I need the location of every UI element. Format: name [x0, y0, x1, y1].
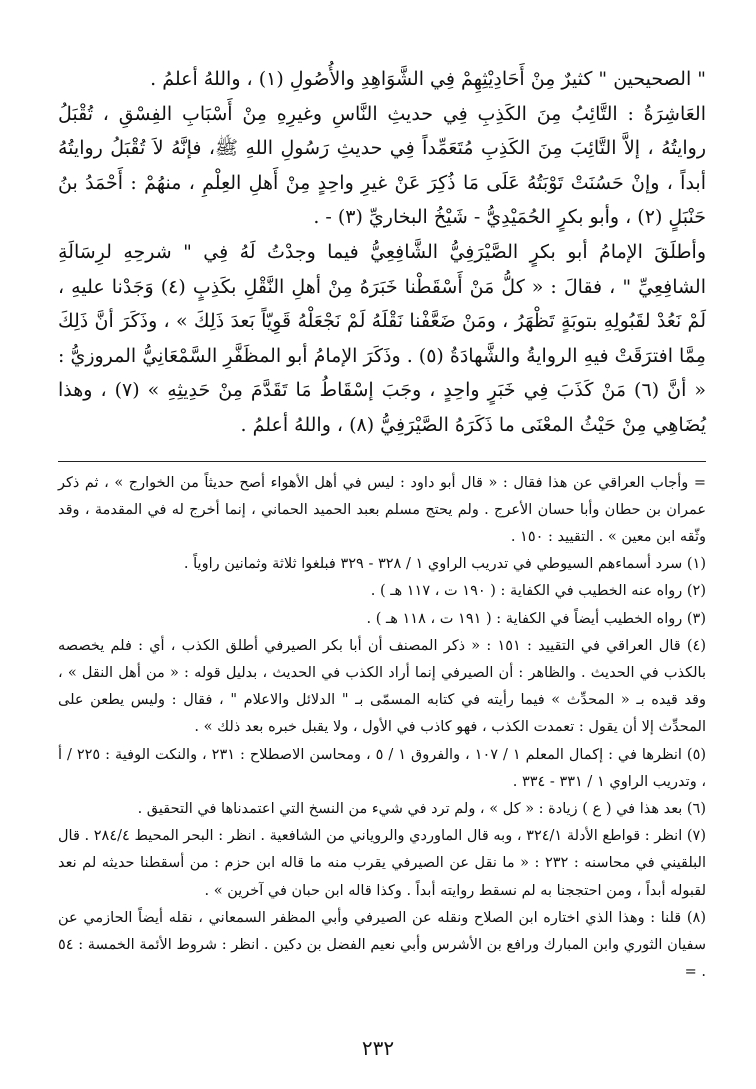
footnote-1: (١) سرد أسماءهم السيوطي في تدريب الراوي ١ / ٣٢٨ - ٣٢٩ فبلغوا ثلاثة وثمانين راوياً .	[183, 556, 706, 573]
page-number: ٢٣٢	[361, 1036, 395, 1060]
footnote-7: (٧) انظر : قواطع الأدلة ٣٢٤/١ ، وبه قال الماوردي والروياني من الشافعية . انظر : البحر المحيط ٢٨٤/٤ . قال البلقيني في محاسنه : ٢٣٢ : « ما نقل عن الصيرفي يقرب منه ما قاله ابن حزم : من أسقطنا حديثه لم نعد لقبوله أبداً ، ومن احتججنا به لم نسقط روايته أبداً . وكذا قاله ابن حبان في آخرين » .	[58, 828, 706, 899]
footnote-3: (٣) رواه الخطيب أيضاً في الكفاية : ( ١٩١ ت ، ١١٨ هـ ) .	[366, 610, 706, 627]
footnote-4: (٤) قال العراقي في التقييد : ١٥١ : « ذكر المصنف أن أبا بكر الصيرفي أطلق الكذب ، أي : فلم يخصصه بالكذب في الحديث . والظاهر : أن الصيرفي إنما أراد الكذب في الحديث ، بدليل قوله : « من أهل النقل » ، وقد قيده بـ « المحدِّث » فيما رأيته في كتابه المسمّى بـ " الدلائل والاعلام " ، فقال : وليس يطعن على المحدِّث إلا أن يقول : تعمدت الكذب ، فهو كاذب في الأول ، ولا يقبل خبره بعد ذلك » .	[58, 637, 707, 736]
footnote-separator	[58, 461, 706, 462]
main-paragraph-3: وأطلَقَ الإمامُ أبو بكرٍ الصَّيْرَفِيُّ الشَّافِعِيُّ فيما وجدْتُ لَهُ فِي " شرحِهِ لرِسَالَةِ الشافِعِيِّ " ، فقالَ : « كلُّ مَنْ أَسْقَطْنا خَبَرَهُ مِنْ أهلِ النَّقْلِ بكَذِبٍ (٤) وَجَدْنا عليهِ ، لَمْ نَعُدْ لقَبُولِهِ بتوبَةٍ تَظْهَرُ ، ومَنْ ضَعَّفْنا نَقْلَهُ لَمْ نَجْعَلْهُ قَوِيّاً بَعدَ ذَلِكَ » ، وذَكَرَ أنَّ ذَلِكَ مِمَّا افترَقَتْ فيهِ الروايةُ والشَّهادَةُ (٥) . وذَكَرَ الإمامُ أبو المظَفَّرِ السَّمْعَانِيُّ المروزيُّ : « أنَّ (٦) مَنْ كَذَبَ فِي خَبَرٍ واحِدٍ ، وجَبَ إسْقَاطُ مَا تَقَدَّمَ مِنْ حَدِيثِهِ » (٧) ، وهذا يُضَاهِي مِنْ حَيْثُ المعْنَى ما ذَكَرَهُ الصَّيْرَفِيُّ (٨) ، واللهُ أعلمُ .	[58, 240, 706, 436]
main-paragraph-1: " الصحيحين " كثيرٌ مِنْ أَحَادِيْثِهِمْ فِي الشَّوَاهِدِ والأُصُولِ (١) ، واللهُ أعلمُ .	[150, 68, 706, 90]
main-paragraph-2: العَاشِرَةُ : التَّائِبُ مِنَ الكَذِبِ فِي حديثِ النَّاسِ وغيرِهِ مِنْ أَسْبَابِ الفِسْقِ ، تُقْبَلُ روايتُهُ ، إلاَّ التَّائِبَ مِنَ الكَذِبِ مُتَعَمِّداً فِي حديثِ رَسُولِ اللهِ ﷺ، فإنَّهُ لاَ تُقْبَلُ روايتُهُ أبداً ، وإنْ حَسُنَتْ تَوْبَتُهُ عَلَى مَا ذُكِرَ عَنْ غيرِ واحِدٍ مِنْ أَهلِ العِلْمِ ، منهُمْ : أَحْمَدُ بنُ حَنْبَلٍ (٢) ، وأبو بكرٍ الحُمَيْدِيُّ - شَيْخُ البخاريِّ (٣) - .	[58, 102, 706, 229]
footnote-8: (٨) قلنا : وهذا الذي اختاره ابن الصلاح ونقله عن الصيرفي وأبي المظفر السمعاني ، نقله أيضاً الحازمي عن سفيان الثوري وابن المبارك ورافع بن الأشرس وأبي نعيم الفضل بن دكين . انظر : شروط الأئمة الخمسة : ٥٤ . =	[58, 909, 706, 981]
page	[58, 62, 706, 1072]
main-text	[58, 62, 706, 443]
footnote-5: (٥) انظرها في : إكمال المعلم ١ / ١٠٧ ، والفروق ١ / ٥ ، ومحاسن الاصطلاح : ٢٣١ ، والنكت الوفية : ٢٢٥ / أ ، وتدريب الراوي ١ / ٣٣١ - ٣٣٤ .	[58, 746, 707, 790]
footnote-6: (٦) بعد هذا في ( ع ) زيادة : « كل » ، ولم ترد في شيء من النسخ التي اعتمدناها في التحقيق .	[137, 800, 706, 817]
footnote-continuation: = وأجاب العراقي عن هذا فقال : « قال أبو داود : ليس في أهل الأهواء أصح حديثاً من الخوارج » ، ثم ذكر عمران بن حطان وأبا حسان الأعرج . ولم يحتج مسلم بعبد الحميد الحماني ، إنما أخرج له في المقدمة ، وقد وثّقه ابن معين » . التقييد : ١٥٠ .	[58, 474, 706, 545]
footnote-2: (٢) رواه عنه الخطيب في الكفاية : ( ١٩٠ ت ، ١١٧ هـ ) .	[370, 583, 706, 600]
footnotes	[58, 470, 706, 987]
